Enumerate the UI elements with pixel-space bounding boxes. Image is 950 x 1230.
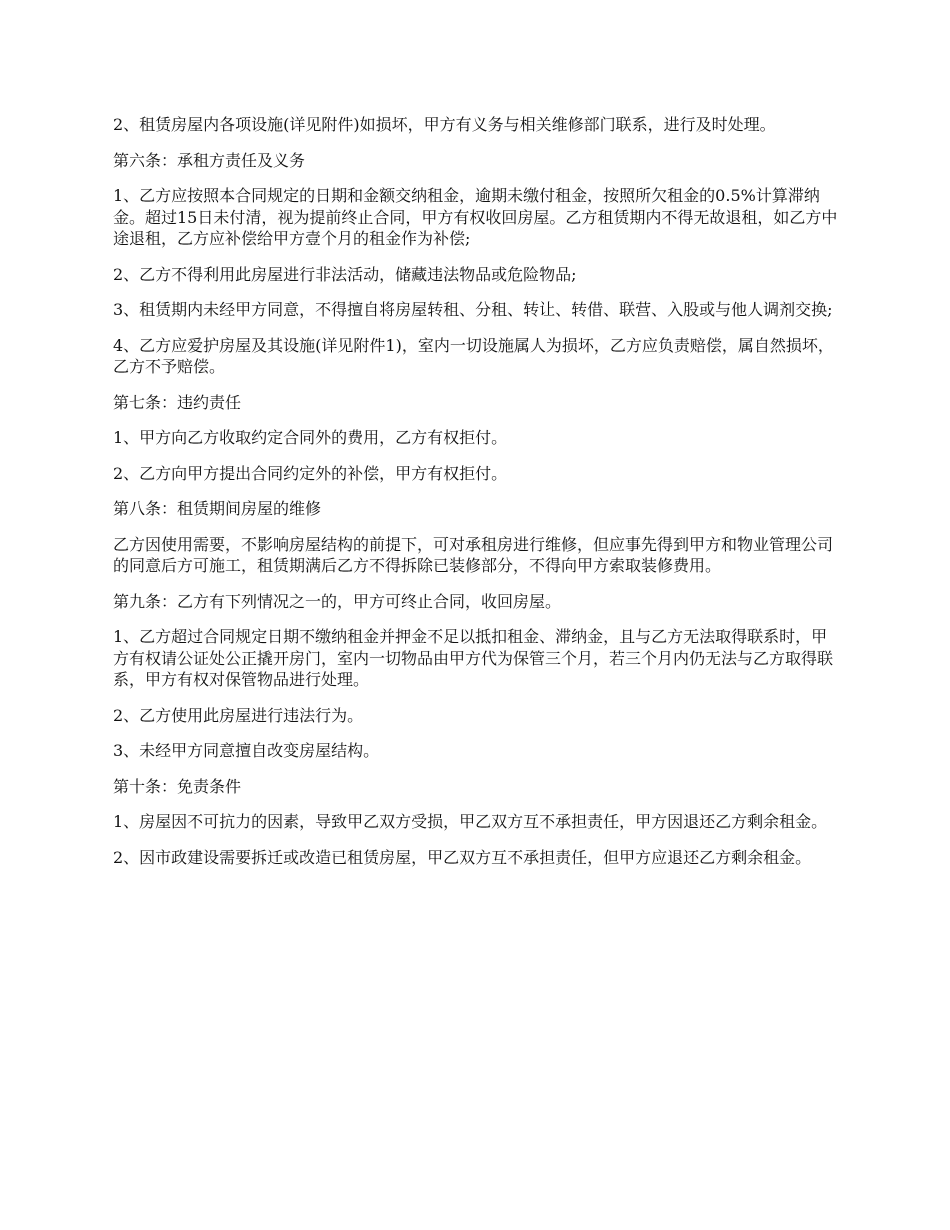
article-7-item-1: 1、甲方向乙方收取约定合同外的费用，乙方有权拒付。: [113, 428, 508, 447]
article-10-heading: 第十条：免责条件: [113, 776, 242, 796]
article-8-body: 乙方因使用需要，不影响房屋结构的前提下，可对承租房进行维修，但应事先得到甲方和物业管理公司的同意后方可施工，租赁期满后乙方不得拆除已装修部分，不得向甲方索取装修费用。: [113, 534, 834, 575]
article-7-heading: 第七条：违约责任: [113, 392, 242, 412]
article-9-item-1: 1、乙方超过合同规定日期不缴纳租金并押金不足以抵扣租金、滞纳金，且与乙方无法取得联系时，甲方有权请公证处公正撬开房门，室内一切物品由甲方代为保管三个月，若三个月内仍无法与乙方取得联系，甲方有权对保管物品进行处理。: [113, 627, 834, 689]
clause-5-item-2: 2、租赁房屋内各项设施(详见附件)如损坏，甲方有义务与相关维修部门联系，进行及时处理。: [113, 115, 776, 134]
article-6-item-1: 1、乙方应按照本合同规定的日期和金额交纳租金，逾期未缴付租金，按照所欠租金的0.5%计算滞纳金。超过15日未付清，视为提前终止合同，甲方有权收回房屋。乙方租赁期内不得无故退租，如乙方中途退租，乙方应补偿给甲方壹个月的租金作为补偿;: [113, 186, 838, 248]
article-6-item-2: 2、乙方不得利用此房屋进行非法活动，储藏违法物品或危险物品;: [113, 264, 577, 284]
article-7-item-2: 2、乙方向甲方提出合同约定外的补偿，甲方有权拒付。: [113, 463, 508, 483]
article-9-heading: 第九条：乙方有下列情况之一的，甲方可终止合同，收回房屋。: [113, 591, 562, 611]
article-10-item-2: 2、因市政建设需要拆迁或改造已租赁房屋，甲乙双方互不承担责任，但甲方应退还乙方剩余租金。: [113, 847, 812, 867]
article-9-item-3: 3、未经甲方同意擅自改变房屋结构。: [113, 741, 380, 760]
article-10-item-1: 1、房屋因不可抗力的因素，导致甲乙双方受损，甲乙双方互不承担责任，甲方因退还乙方剩余租金。: [113, 812, 828, 831]
document-page: [113, 114, 843, 882]
article-8-heading: 第八条：租赁期间房屋的维修: [113, 499, 322, 518]
article-6-item-4: 4、乙方应爱护房屋及其设施(详见附件1)，室内一切设施属人为损坏，乙方应负责赔偿，属自然损坏，乙方不予赔偿。: [113, 335, 834, 376]
article-6-heading: 第六条：承租方责任及义务: [113, 150, 306, 170]
article-9-item-2: 2、乙方使用此房屋进行违法行为。: [113, 705, 364, 725]
article-6-item-3: 3、租赁期内未经甲方同意，不得擅自将房屋转租、分租、转让、转借、联营、入股或与他人调剂交换;: [113, 300, 833, 319]
